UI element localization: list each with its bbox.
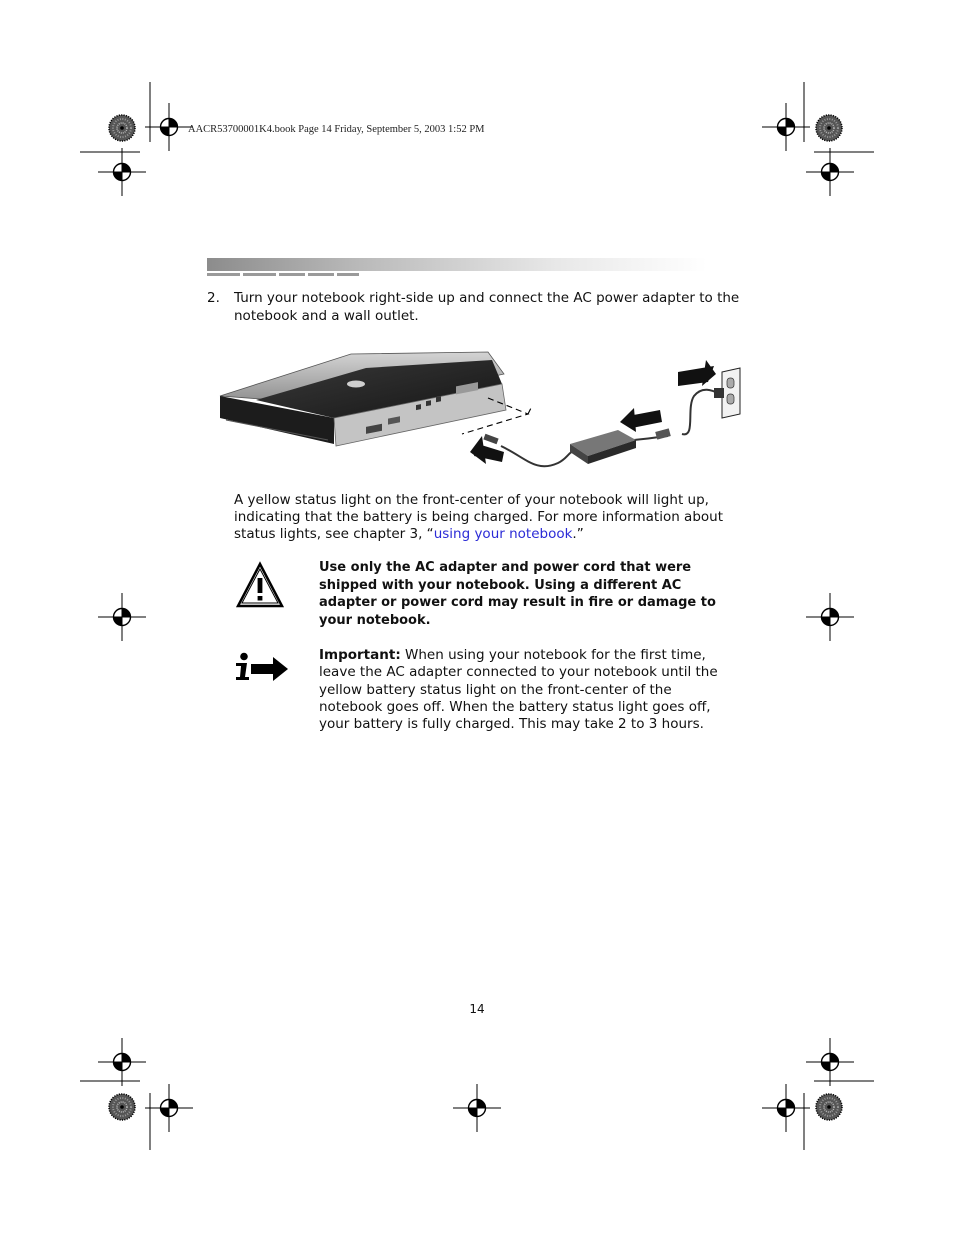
section-header-bar (207, 258, 707, 271)
info-pointer-icon (235, 652, 289, 682)
wall-outlet-image (714, 368, 740, 418)
header-segment (308, 273, 334, 276)
warning-triangle-icon (235, 561, 285, 609)
status-paragraph-text: A yellow status light on the front-center of your notebook will light up, indicating that the battery is being charged. For more information about status lights, see chapter 3, “ (234, 492, 724, 542)
header-segment (337, 273, 359, 276)
status-paragraph-end: .” (572, 526, 584, 542)
header-segment (207, 273, 240, 276)
important-note-text: When using your notebook for the first time, leave the AC adapter connected to your notebook until the yellow battery status light on the front-center of the notebook goes off. When the battery status light goes off, your battery is fully charged. This may take 2 to 3 hours. (319, 647, 718, 733)
important-note (319, 647, 739, 733)
ac-adapter-image (483, 428, 670, 464)
ac-adapter-illustration (216, 348, 746, 473)
page-number: 14 (469, 1002, 485, 1016)
important-label: Important: (319, 647, 401, 663)
using-your-notebook-link[interactable]: using your notebook (433, 526, 573, 542)
book-slug: AACR53700001K4.book Page 14 Friday, September 5, 2003 1:52 PM (188, 124, 485, 135)
step-text: Turn your notebook right-side up and connect the AC power adapter to the notebook and a wall outlet. (234, 290, 740, 324)
notebook-image (220, 352, 506, 446)
step-number: 2. (207, 290, 220, 306)
header-segment (243, 273, 276, 276)
header-segment (279, 273, 305, 276)
status-light-paragraph (234, 492, 744, 543)
warning-text: Use only the AC adapter and power cord that were shipped with your notebook. Using a different AC adapter or power cord may result in fire or damage to your notebook. (319, 560, 716, 628)
